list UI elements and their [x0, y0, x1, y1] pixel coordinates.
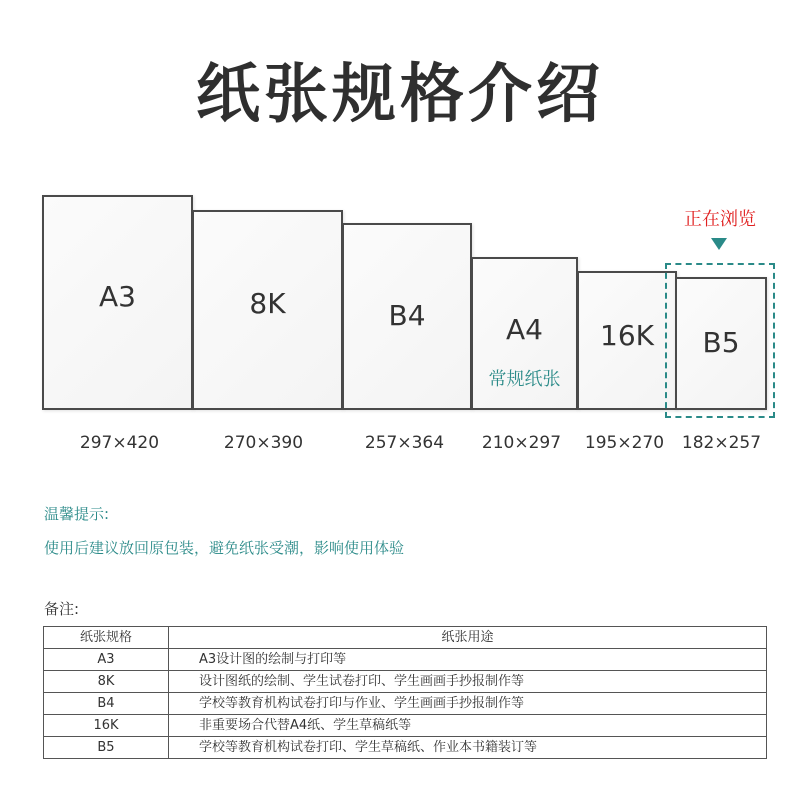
cell-size: 16K — [44, 715, 169, 737]
cell-use: 学校等教育机构试卷打印与作业、学生画画手抄报制作等 — [169, 693, 767, 715]
sheet-b5-dimensions: 182×257 — [681, 433, 762, 453]
sheet-16k — [577, 271, 677, 410]
sheet-a3-dimensions: 297×420 — [79, 433, 160, 453]
triangle-down-icon — [711, 238, 727, 250]
cell-use: A3设计图的绘制与打印等 — [169, 649, 767, 671]
sheet-b4-dimensions: 257×364 — [364, 433, 445, 453]
header-paper-use: 纸张用途 — [169, 627, 767, 649]
sheet-16k-dimensions: 195×270 — [584, 433, 665, 453]
notes-label: 备注: — [44, 600, 80, 618]
header-paper-size: 纸张规格 — [44, 627, 169, 649]
paper-usage-table — [43, 626, 767, 759]
tips-title: 温馨提示: — [44, 505, 110, 523]
sheet-8k — [192, 210, 343, 410]
table-row — [44, 737, 767, 759]
table-row — [44, 715, 767, 737]
cell-size: A3 — [44, 649, 169, 671]
sheet-a4-dimensions: 210×297 — [481, 433, 562, 453]
sheet-a4 — [471, 257, 578, 410]
sheet-b4 — [342, 223, 472, 410]
cell-use: 设计图纸的绘制、学生试卷打印、学生画画手抄报制作等 — [169, 671, 767, 693]
table-row — [44, 649, 767, 671]
sheet-a4-note: 常规纸张 — [488, 369, 561, 390]
page-title: 纸张规格介绍 — [196, 58, 604, 132]
sheet-b4-label: B4 — [388, 299, 426, 332]
table-row — [44, 671, 767, 693]
table-header-row — [44, 627, 767, 649]
sheet-a3 — [42, 195, 193, 410]
cell-size: B5 — [44, 737, 169, 759]
browsing-highlight-frame — [665, 263, 775, 418]
sheet-16k-label: 16K — [600, 319, 654, 352]
cell-use: 学校等教育机构试卷打印、学生草稿纸、作业本书籍装订等 — [169, 737, 767, 759]
cell-size: B4 — [44, 693, 169, 715]
browsing-label: 正在浏览 — [684, 209, 756, 230]
sheet-b5-label: B5 — [702, 326, 740, 359]
sheet-a4-label: A4 — [506, 313, 543, 346]
tips-text: 使用后建议放回原包装，避免纸张受潮，影响使用体验 — [44, 539, 405, 557]
sheet-a3-label: A3 — [99, 280, 136, 313]
table-row — [44, 693, 767, 715]
sheet-8k-dimensions: 270×390 — [223, 433, 304, 453]
cell-use: 非重要场合代替A4纸、学生草稿纸等 — [169, 715, 767, 737]
sheet-8k-label: 8K — [249, 287, 286, 320]
cell-size: 8K — [44, 671, 169, 693]
